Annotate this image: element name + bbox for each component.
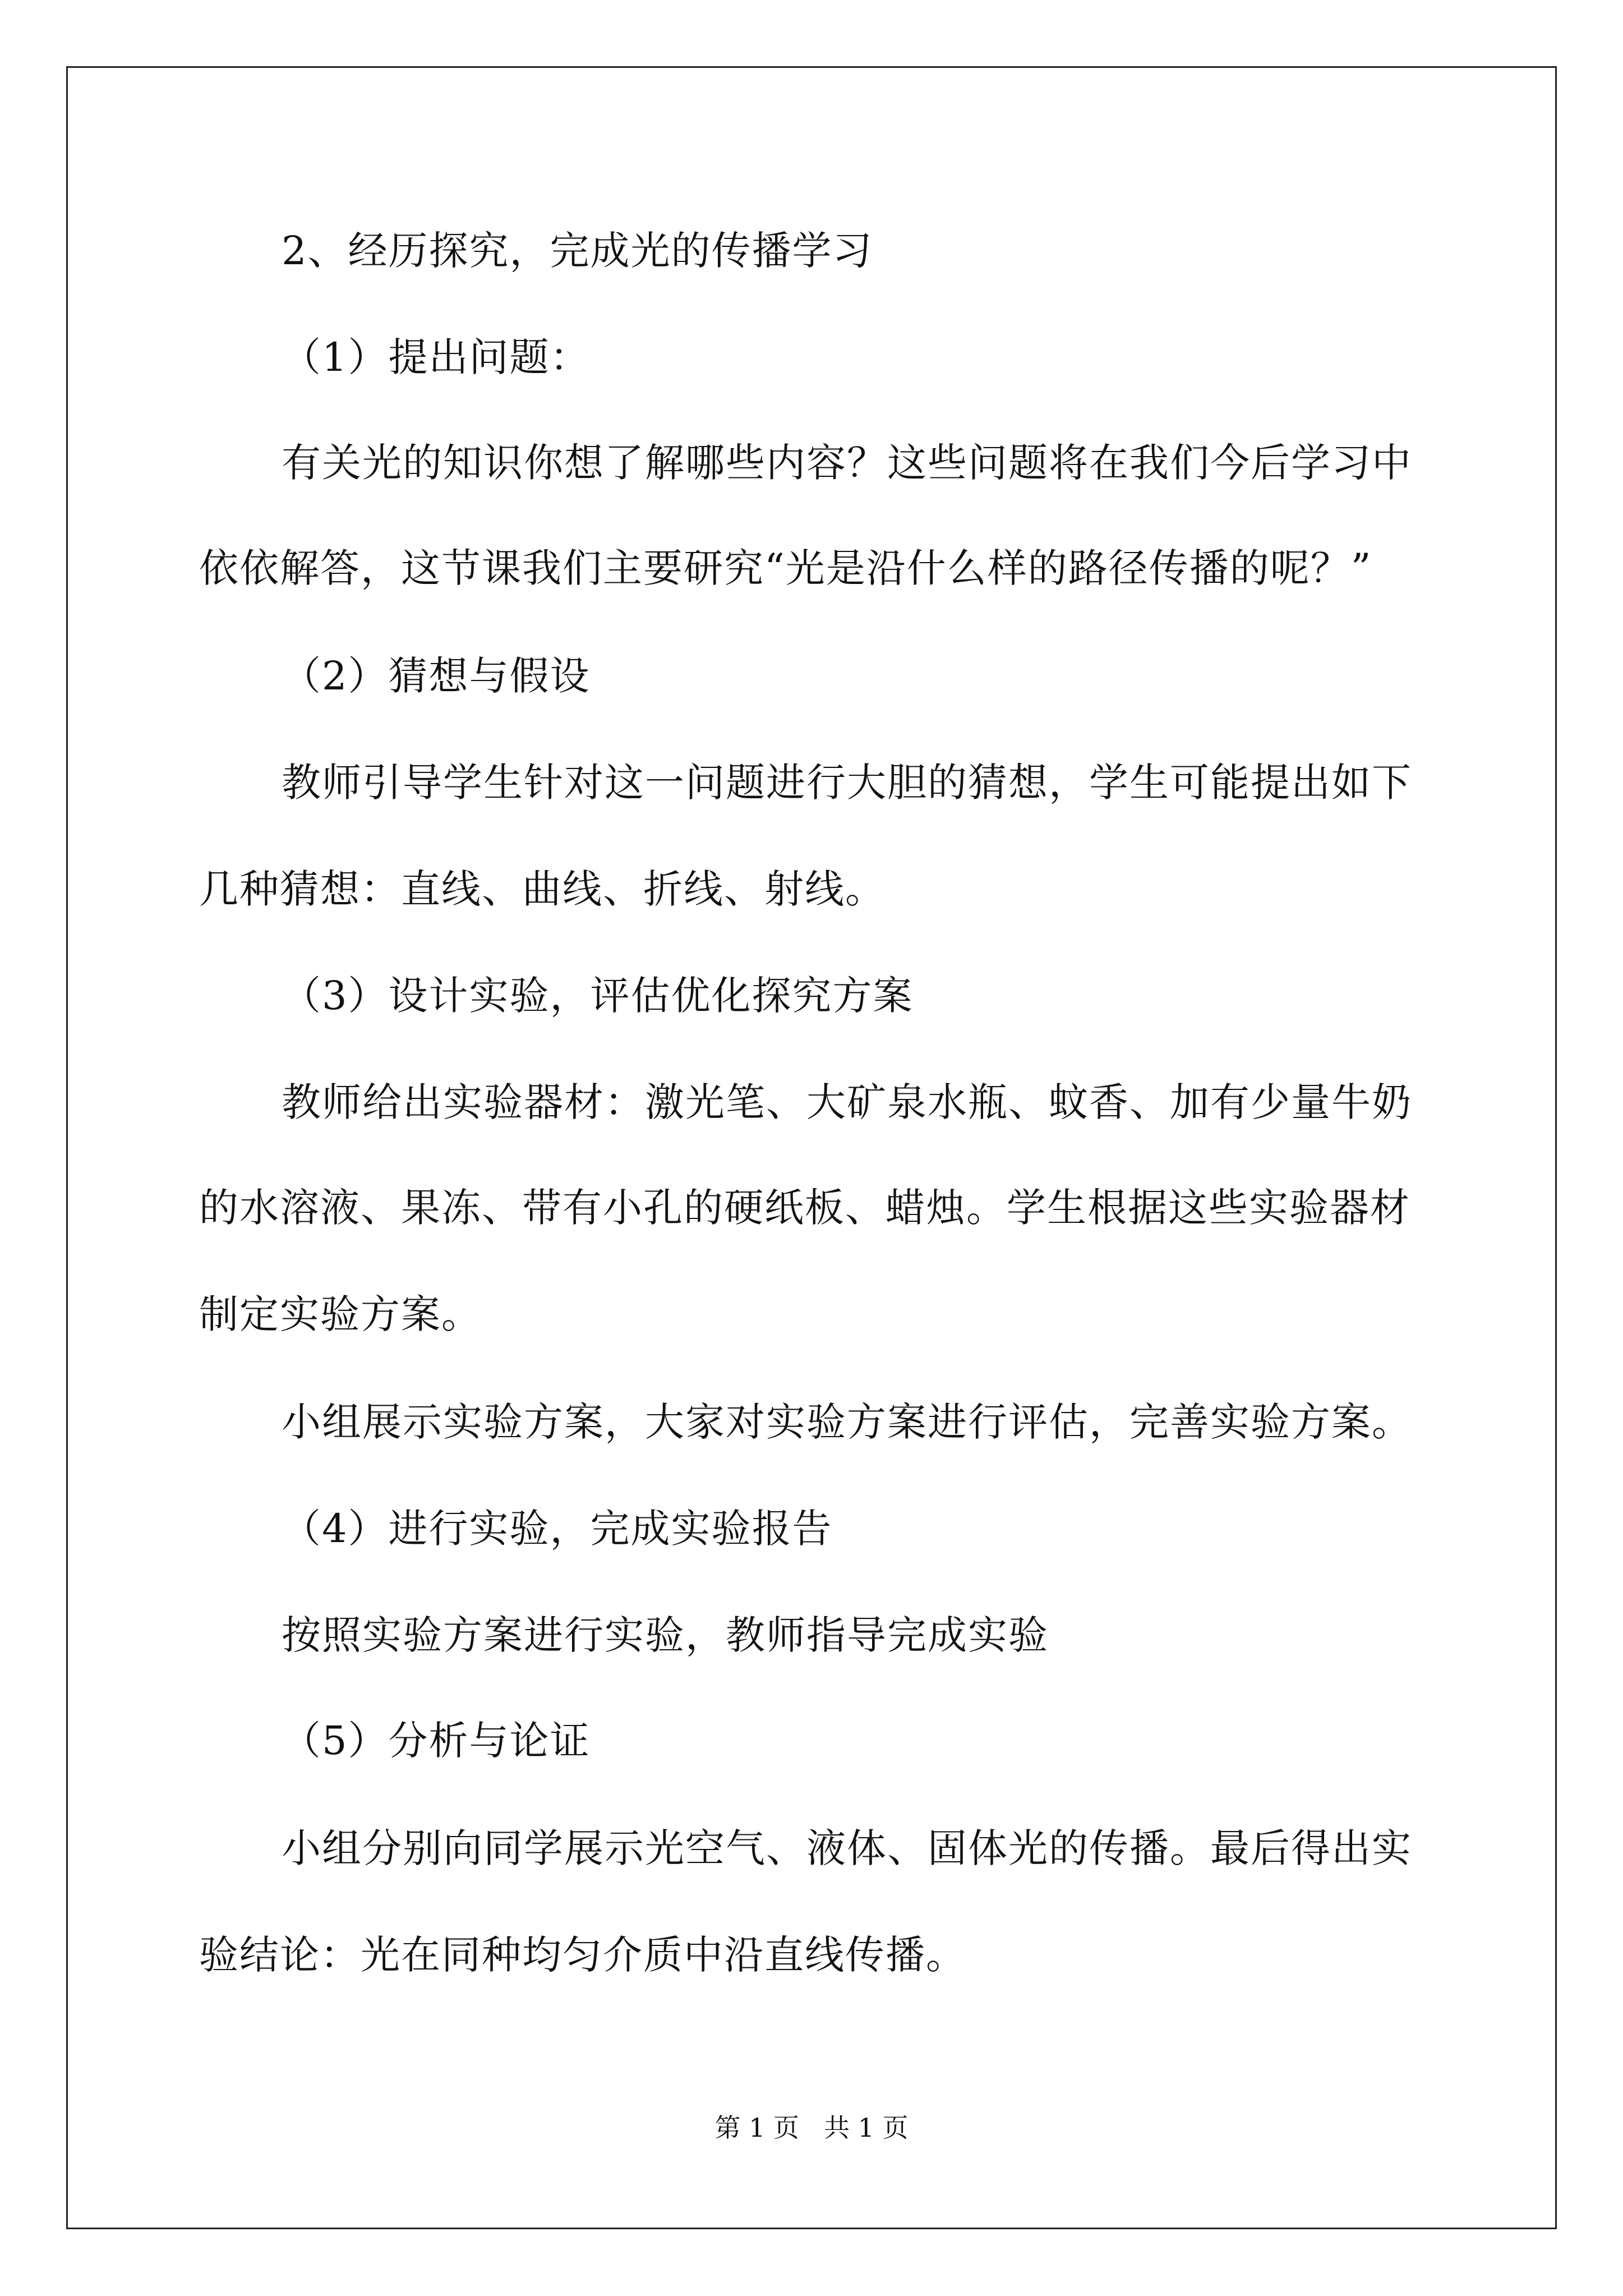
subheading-conduct-experiment: （4）进行实验，完成实验报告 xyxy=(282,1506,833,1552)
paragraph-line: 的水溶液、果冻、带有小孔的硬纸板、蜡烛。学生根据这些实验器材 xyxy=(199,1185,1410,1231)
paragraph-line: 按照实验方案进行实验，教师指导完成实验 xyxy=(282,1612,1049,1658)
section-heading: 2、经历探究，完成光的传播学习 xyxy=(282,228,873,274)
paragraph-line: 制定实验方案。 xyxy=(199,1291,482,1337)
paragraph-line: 验结论：光在同种均匀介质中沿直线传播。 xyxy=(199,1932,966,1978)
subheading-propose-question: （1）提出问题： xyxy=(282,334,591,380)
paragraph-line: 依依解答，这节课我们主要研究“光是沿什么样的路径传播的呢？” xyxy=(199,545,1372,591)
paragraph-line: 几种猜想：直线、曲线、折线、射线。 xyxy=(199,866,886,912)
paragraph-line: 小组分别向同学展示光空气、液体、固体光的传播。最后得出实 xyxy=(282,1825,1412,1871)
paragraph-line: 教师引导学生针对这一问题进行大胆的猜想，学生可能提出如下 xyxy=(282,760,1412,806)
paragraph-line: 有关光的知识你想了解哪些内容？这些问题将在我们今后学习中 xyxy=(282,440,1412,486)
paragraph-line: 小组展示实验方案，大家对实验方案进行评估，完善实验方案。 xyxy=(282,1399,1412,1445)
page-total: 共 1 页 xyxy=(824,2113,909,2143)
page-border xyxy=(66,66,1557,2229)
paragraph-line: 教师给出实验器材：激光笔、大矿泉水瓶、蚊香、加有少量牛奶 xyxy=(282,1079,1412,1125)
subheading-hypothesis: （2）猜想与假设 xyxy=(282,653,591,699)
page-number: 第 1 页 xyxy=(714,2113,799,2143)
page-footer xyxy=(0,2115,1623,2141)
subheading-design-experiment: （3）设计实验，评估优化探究方案 xyxy=(282,973,914,1019)
subheading-analysis: （5）分析与论证 xyxy=(282,1718,591,1764)
